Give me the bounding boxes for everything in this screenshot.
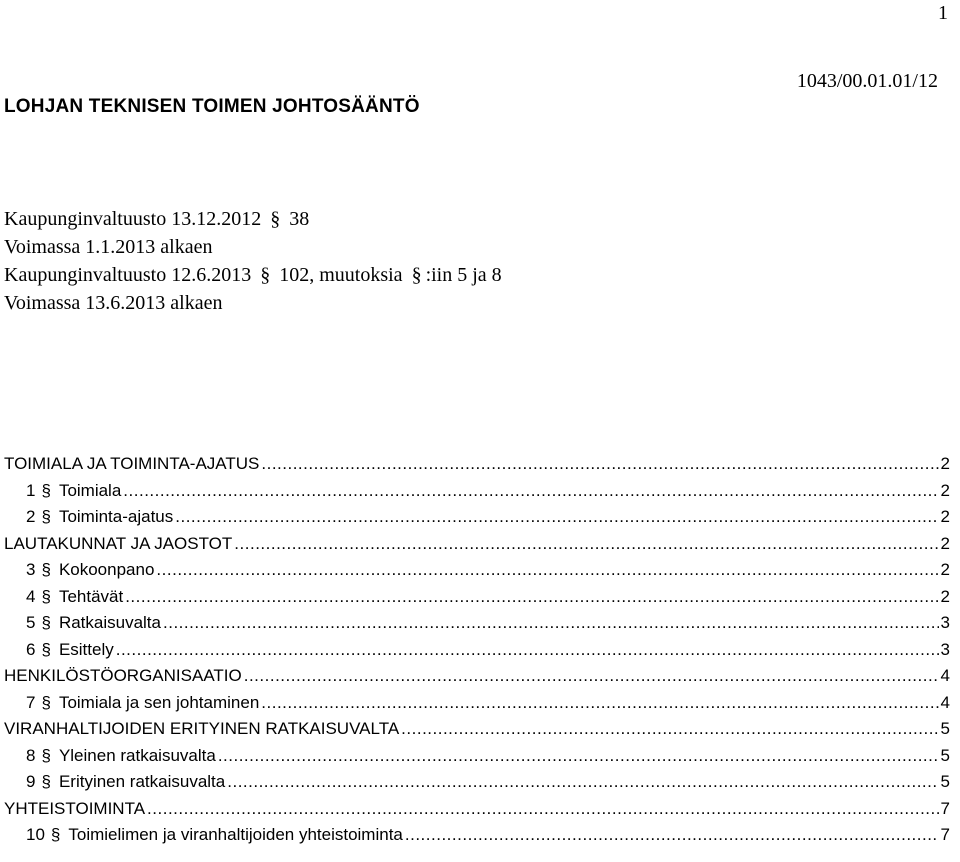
toc-entry[interactable]: [4, 822, 950, 849]
approval-line-council-2013: [4, 261, 502, 289]
toc-entry-label: [26, 690, 259, 717]
toc-entry-page: 4: [940, 692, 950, 712]
section-symbol: §: [41, 613, 51, 632]
toc-entry-number: 2: [26, 507, 36, 526]
approval-section: 102, muutoksia: [279, 264, 403, 286]
toc-entry-label: [26, 637, 114, 664]
toc-entry-text: Tehtävät: [58, 586, 124, 606]
toc-entry-label: [4, 716, 399, 743]
section-symbol: §: [41, 480, 51, 500]
toc-entry-text: Ratkaisuvalta: [58, 613, 161, 632]
approval-line-valid-2013: Voimassa 1.1.2013 alkaen: [4, 236, 213, 258]
toc-entry[interactable]: [4, 743, 950, 770]
toc-leader-dots: [244, 663, 939, 690]
toc-entry[interactable]: [4, 451, 950, 478]
toc-leader-dots: [234, 531, 938, 558]
toc-leader-dots: [125, 584, 938, 611]
toc-entry-label: [26, 743, 216, 770]
toc-entry-text: Yleinen ratkaisuvalta: [58, 745, 216, 765]
toc-entry-text: Erityinen ratkaisuvalta: [58, 772, 226, 791]
toc-entry-page: 4: [940, 666, 950, 685]
toc-entry-text: YHTEISTOIMINTA: [4, 798, 146, 818]
toc-entry-label: [4, 796, 145, 823]
section-symbol: §: [41, 586, 51, 606]
toc-entry-number: 10: [26, 825, 45, 844]
section-symbol: §: [41, 507, 51, 526]
toc-entry-page: 2: [940, 533, 950, 553]
toc-entry-page: 2: [940, 560, 950, 579]
toc-entry-number: 3: [26, 560, 36, 579]
toc-entry-text: Toimiala: [58, 480, 122, 500]
page-number: 1: [938, 2, 948, 24]
toc-entry-text: Toimiala ja sen johtaminen: [58, 692, 260, 712]
toc-entry-label: [26, 822, 403, 849]
toc-leader-dots: [218, 743, 939, 770]
toc-entry-text: VIRANHALTIJOIDEN ERITYINEN RATKAISUVALTA: [4, 719, 400, 738]
toc-entry-page: 7: [940, 798, 950, 818]
toc-entry-number: 8: [26, 745, 36, 765]
toc-entry-label: [26, 478, 121, 505]
toc-entry-page: 3: [940, 613, 950, 632]
approval-text: Kaupunginvaltuusto 13.12.2012: [4, 208, 262, 230]
approval-line-council-2012: [4, 205, 502, 233]
toc-entry-page: 2: [940, 586, 950, 606]
document-title: LOHJAN TEKNISEN TOIMEN JOHTOSÄÄNTÖ: [4, 96, 420, 117]
toc-leader-dots: [163, 610, 939, 637]
toc-leader-dots: [261, 451, 938, 478]
toc-entry[interactable]: [4, 557, 950, 584]
toc-leader-dots: [405, 822, 939, 849]
toc-leader-dots: [147, 796, 938, 823]
approval-line-valid-june-2013: Voimassa 13.6.2013 alkaen: [4, 292, 223, 314]
section-symbol: §: [41, 692, 51, 712]
toc-leader-dots: [401, 716, 938, 743]
section-symbol: §: [41, 639, 51, 659]
toc-entry-number: 1: [26, 480, 36, 500]
approval-block: [4, 205, 502, 317]
toc-leader-dots: [175, 504, 938, 531]
toc-leader-dots: [261, 690, 938, 717]
toc-entry-text: Kokoonpano: [58, 560, 155, 579]
section-symbol: §: [270, 208, 281, 230]
toc-entry-number: 6: [26, 639, 36, 659]
toc-entry[interactable]: [4, 504, 950, 531]
toc-entry-text: LAUTAKUNNAT JA JAOSTOT: [4, 533, 233, 553]
section-symbol: §: [41, 772, 51, 791]
toc-entry-number: 5: [26, 613, 36, 632]
section-symbol: §: [50, 825, 61, 844]
toc-entry[interactable]: [4, 690, 950, 717]
section-symbol: §: [260, 264, 271, 286]
toc-entry-label: [4, 451, 259, 478]
toc-entry-page: 7: [940, 825, 950, 844]
approval-suffix: :iin 5 ja 8: [425, 264, 502, 286]
toc-entry[interactable]: [4, 716, 950, 743]
toc-entry-label: [26, 557, 154, 584]
toc-entry-text: TOIMIALA JA TOIMINTA-AJATUS: [4, 454, 260, 473]
approval-text: Kaupunginvaltuusto 12.6.2013: [4, 264, 252, 286]
toc-entry-text: Toimielimen ja viranhaltijoiden yhteistoiminta: [68, 825, 403, 844]
toc-entry-label: [26, 504, 173, 531]
toc-entry[interactable]: [4, 478, 950, 505]
toc-leader-dots: [123, 478, 938, 505]
toc-entry[interactable]: [4, 531, 950, 558]
toc-entry-page: 2: [940, 480, 950, 500]
toc-entry-number: 7: [26, 692, 36, 712]
toc-entry-text: HENKILÖSTÖORGANISAATIO: [4, 666, 242, 685]
toc-entry-label: [26, 584, 123, 611]
toc-entry-page: 2: [940, 507, 950, 526]
toc-entry-number: 4: [26, 586, 36, 606]
toc-leader-dots: [227, 769, 938, 796]
section-symbol: §: [411, 264, 422, 286]
toc-entry-page: 5: [940, 745, 950, 765]
section-symbol: §: [41, 745, 51, 765]
approval-section: 38: [289, 208, 310, 230]
section-symbol: §: [41, 560, 51, 579]
toc-entry-label: [4, 663, 242, 690]
toc-entry[interactable]: [4, 584, 950, 611]
toc-leader-dots: [116, 637, 939, 664]
toc-entry-label: [26, 769, 225, 796]
toc-entry-label: [26, 610, 161, 637]
toc-entry[interactable]: [4, 769, 950, 796]
toc-entry-page: 3: [940, 639, 950, 659]
toc-entry-number: 9: [26, 772, 36, 791]
toc-entry-page: 2: [940, 454, 950, 473]
toc-entry[interactable]: [4, 663, 950, 690]
document-code: 1043/00.01.01/12: [796, 70, 938, 92]
toc-entry-page: 5: [940, 719, 950, 738]
toc-leader-dots: [156, 557, 938, 584]
toc-entry[interactable]: [4, 610, 950, 637]
table-of-contents: [4, 451, 950, 849]
toc-entry-label: [4, 531, 232, 558]
toc-entry[interactable]: [4, 796, 950, 823]
toc-entry[interactable]: [4, 637, 950, 664]
toc-entry-text: Esittely: [58, 639, 114, 659]
toc-entry-text: Toiminta-ajatus: [58, 507, 174, 526]
toc-entry-page: 5: [940, 772, 950, 791]
